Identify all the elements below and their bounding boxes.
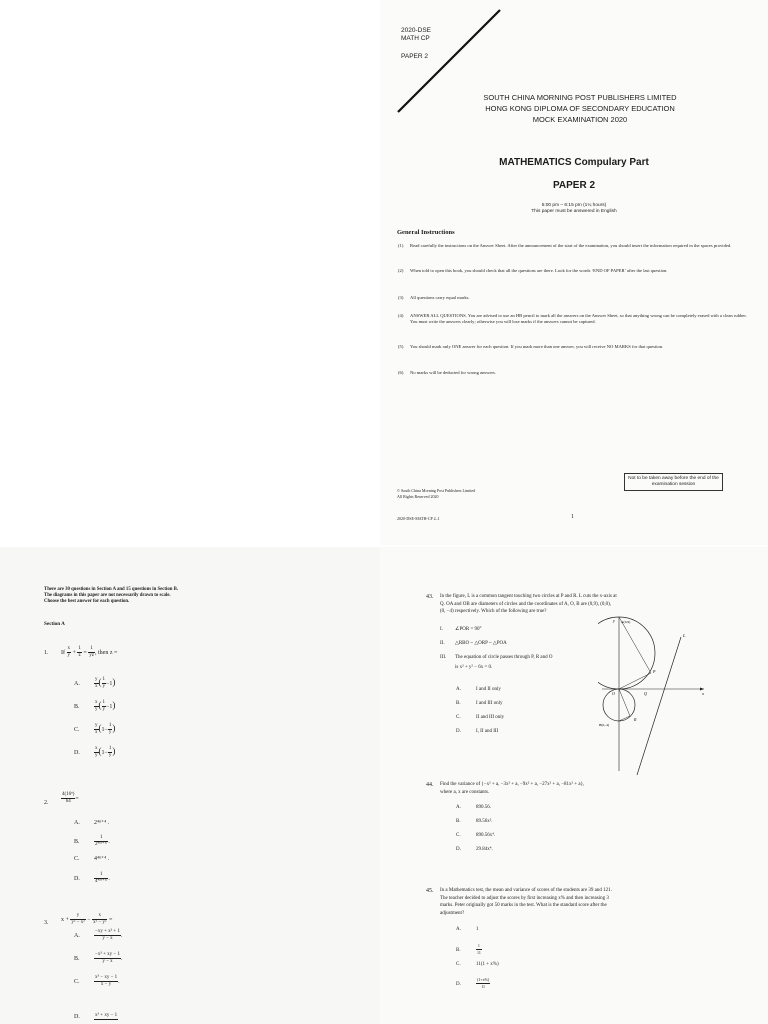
q43-statement-3: III. The equation of circle passes through P, R and O (440, 655, 553, 660)
q43-number: 43. (426, 594, 434, 600)
copyright-line-2: All Rights Reserved 2020 (397, 494, 439, 499)
q43-option-a[interactable]: A. I and II only (456, 687, 501, 692)
segment-or (619, 689, 630, 716)
q3-option-c[interactable]: C. $\frac{\text{x³ − xy − 1}}{x - y}$ . (74, 975, 120, 987)
q43-option-d[interactable]: D. I, II and III (456, 729, 499, 734)
instruction-2: (2) When told to open this book, you should check that all the questions are there. Look for the words ‘END OF PAPER’ after the last question. (398, 268, 668, 273)
intro-line-1: There are 30 questions in Section A and 15 questions in Section B. (44, 587, 179, 592)
q1-option-b[interactable]: B. $\frac{x}{y}$ ( $\frac{1}{y}$ −1) (74, 699, 116, 712)
subject-title: MATHEMATICS Compulary Part (499, 157, 649, 168)
q45-line-4: adjustment? (440, 910, 465, 916)
q44-option-a[interactable]: A. 890.56. (456, 805, 491, 810)
q45-option-b[interactable]: B. $\frac{1}{11}$ (456, 943, 481, 955)
cover-page (380, 0, 768, 545)
label-y: y (613, 618, 615, 623)
q45-line-1: In a Mathematics test, the mean and variance of scores of the students are 39 and 121. (440, 888, 612, 893)
intro-line-3: Choose the best answer for each question. (44, 599, 130, 604)
q43-statement-1: I. ∠POR = 90° (440, 627, 482, 632)
label-r: R (634, 717, 637, 722)
q43-statement-2: II. △RBO ~ △ORP ~ △POA (440, 641, 507, 646)
copyright-line-1: © South China Morning Post Publishers Limited (397, 488, 476, 493)
instruction-4: (4) ANSWER ALL QUESTIONS. You are advised to use an HB pencil to mark all the answers on the Answer Sheet, so that anything wrong can be completely erased with a clean rubber. You must write the answers clearly; otherwise you will lose marks if the answers cannot be captured. (398, 313, 747, 324)
q45-option-a[interactable]: A. 1 (456, 927, 479, 932)
intro-line-2: The diagrams in this paper are not necessarily drawn to scale. (44, 593, 171, 598)
label-p: P (653, 669, 656, 674)
footer-code: 2020-DSE-MATH-CP 2–1 (397, 516, 440, 521)
q45-number: 45. (426, 888, 434, 894)
q3-option-a[interactable]: A. $\frac{\text{−xy + x² + 1}}{y - x}$ . (74, 929, 123, 941)
q2-option-c[interactable]: C. 4⁴ⁿ⁺⁴ . (74, 856, 110, 862)
section-b-page (380, 547, 768, 1024)
q44-line-2: where a, x are constants. (440, 789, 490, 795)
label-x: x (702, 691, 704, 696)
q2-option-d[interactable]: D. $\frac{1}{\text{4⁴⁽ⁿ⁺¹⁾}}$ . (74, 872, 110, 884)
q1-number: 1. (44, 650, 49, 656)
q43-circle-figure (598, 615, 708, 775)
label-l: L (683, 633, 686, 638)
q45-option-d[interactable]: D. $\frac{(1+x\%)}{11}$ (456, 977, 490, 989)
q2-number: 2. (44, 800, 49, 806)
tangent-line-l (637, 637, 681, 775)
q44-number: 44. (426, 782, 434, 788)
q3-option-d[interactable]: D. x³ + xy − 1 (74, 1013, 118, 1020)
q2-option-a[interactable]: A. 2⁴ⁿ⁺⁴ . (74, 820, 110, 826)
paper-title: PAPER 2 (552, 180, 596, 191)
q3-option-b[interactable]: B. $\frac{\text{−x³ + xy − 1}}{y - x}$ . (74, 952, 123, 964)
exam-name: MOCK EXAMINATION 2020 (532, 115, 628, 124)
q44-option-b[interactable]: B. 89.56x². (456, 819, 493, 824)
q45-option-c[interactable]: C. 11(1 + x%) (456, 962, 499, 967)
q3-number: 3. (44, 920, 49, 926)
label-o: O (612, 691, 615, 696)
instruction-5: (5) You should mark only ONE answer for each question. If you mark more than one answer, you will receive NO MARKS for that question. (398, 344, 664, 349)
exam-time: 5:00 pm – 6:15 pm (1¼ hours) (541, 203, 607, 208)
q1-option-d[interactable]: D. $\frac{x}{y}$ (1− $\frac{1}{y}$ ) (74, 745, 116, 758)
q3-stem: x + $\frac{y}{\text{y² − x²}}$ − $\frac{x}{\text{x² − y²}}$ = (61, 913, 113, 925)
segment-ap (619, 617, 651, 673)
diploma-name: HONG KONG DIPLOMA OF SECONDARY EDUCATION (485, 104, 675, 113)
q43-line-1: In the figure, L is a common tangent touching two circles at P and R. L cuts the x-axis at (440, 594, 617, 599)
q44-line-1: Find the variance of {−x² + a, −3x² + a, −9x² + a, −27x² + a, −81x² + a}, (440, 782, 585, 787)
section-a-page (0, 547, 380, 1024)
page-number: 1 (571, 514, 574, 520)
label-b: B(0,-4) (599, 723, 610, 727)
q43-line-3: (0, −4) respectively. Which of the following are true? (440, 609, 547, 614)
paper-code: PAPER 2 (401, 53, 428, 60)
q45-line-3: marks. Peter originally got 50 marks in the test. What is the standard score after the (440, 903, 607, 908)
instruction-3: (3) All questions carry equal marks. (398, 295, 470, 300)
exam-code: 2020-DSE (401, 27, 431, 34)
q44-option-d[interactable]: D. 29.84x⁴. (456, 847, 493, 852)
q1-option-c[interactable]: C. $\frac{y}{x}$ (1− $\frac{1}{y}$ ) (74, 722, 116, 735)
instructions-heading: General Instructions (397, 229, 455, 236)
subject-code: MATH CP (401, 35, 430, 42)
q44-option-c[interactable]: C. 890.56x⁴. (456, 833, 496, 838)
notice-box: Not to be taken away before the end of the examination session (624, 473, 723, 491)
q1-stem: If $\frac{x}{y}$ + $\frac{1}{z}$ = $\frac{1}{yz}$ , then z = (61, 646, 118, 658)
q43-statement-3-cont: is x² + y² − 6x = 0. (455, 665, 493, 670)
publisher-name: SOUTH CHINA MORNING POST PUBLISHERS LIMITED (483, 93, 677, 102)
q1-option-a[interactable]: A. $\frac{y}{x}$ ( $\frac{1}{y}$ −1) (74, 676, 116, 689)
segment-op (619, 673, 651, 689)
section-label: Section A (44, 621, 65, 627)
upper-circle (598, 617, 655, 689)
q43-option-b[interactable]: B. I and III only (456, 701, 503, 706)
q2-option-b[interactable]: B. $\frac{1}{\text{2⁴⁽ⁿ⁺¹⁾}}$ . (74, 835, 110, 847)
label-q: Q (644, 691, 647, 696)
q43-option-c[interactable]: C. II and III only (456, 715, 505, 720)
instruction-6: (6) No marks will be deducted for wrong answers. (398, 370, 496, 375)
q2-stem: $\frac{\text{4(16ⁿ)}}{64}$ = (62, 792, 79, 804)
label-a: A(0,9) (621, 620, 631, 624)
instruction-1: (1) Read carefully the instructions on the Answer Sheet. After the announcement of the start of the examination, you should insert the information required in the spaces provided. (398, 243, 732, 248)
q45-line-2: The teacher decided to adjust the scores by first increasing x% and then increasing 3 (440, 895, 609, 901)
q43-line-2: Q. OA and OB are diameters of circles and the coordinates of A, O, B are (0,9), (0,0), (440, 601, 612, 607)
language-note: This paper must be answered in English (531, 209, 617, 214)
